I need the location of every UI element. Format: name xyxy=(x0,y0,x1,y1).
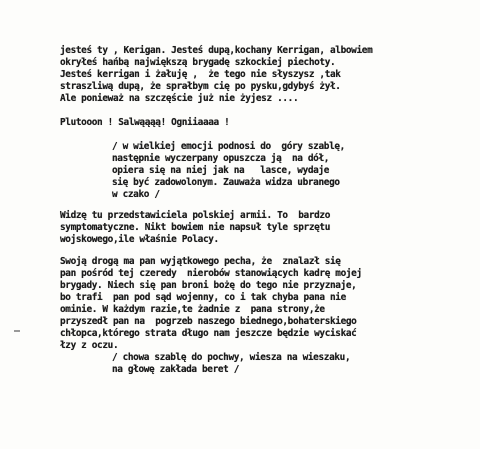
text-line-15: Widzę tu przedstawiciela polskiej armii. To bardzo xyxy=(60,210,331,221)
stage-direction-3: opiera się na niej jak na lasce, wydaje xyxy=(112,165,330,176)
stage-direction-1: / w wielkiej emocji podnosi do góry szablę, xyxy=(112,141,345,152)
text-line-25: chłopca,którego strata długo nam jeszcze będzie wyciskać xyxy=(60,328,357,339)
text-line-7: Plutooon ! Salwąąąą! Ogniiaaaa ! xyxy=(60,117,230,128)
margin-mark xyxy=(14,330,20,332)
stage-direction-6: / chowa szablę do pochwy, wiesza na wieszaku, xyxy=(112,352,351,363)
text-line-5: Ale ponieważ na szczęście już nie żyjesz .... xyxy=(60,93,299,104)
text-line-2: okryłeś hańbą największą brygadę szkockiej piechoty. xyxy=(60,57,336,68)
text-line-26: łzy z oczu. xyxy=(60,340,119,351)
stage-direction-5: w czako / xyxy=(112,189,160,200)
text-line-1: jesteś ty , Kerigan. Jesteś dupą,kochany Kerrigan, albowiem xyxy=(60,45,373,56)
text-line-22: bo trafi pan pod sąd wojenny, co i tak chyba pana nie xyxy=(60,292,346,303)
text-line-23: ominie. W każdym razie,te żadnie z pana strony,że xyxy=(60,304,325,315)
text-line-21: brygady. Niech się pan broni bożę do tego nie przyznaje, xyxy=(60,280,357,291)
stage-direction-2: następnie wyczerpany opuszcza ją na dół, xyxy=(112,153,330,164)
text-line-16: symptomatyczne. Nikt bowiem nie napsuł tyle sprzętu xyxy=(60,222,331,233)
text-line-19: Swoją drogą ma pan wyjątkowego pecha, że znalazł się xyxy=(60,256,341,267)
text-line-4: straszliwą dupą, że sprałbym cię po pysku,gdybyś żył. xyxy=(60,81,341,92)
stage-direction-7: na głowę zakłada beret / xyxy=(112,364,240,375)
stage-direction-4: się być zadowolonym. Zauważa widza ubranego xyxy=(112,177,340,188)
text-line-17: wojskowego,ile właśnie Polacy. xyxy=(60,234,219,245)
text-line-3: Jesteś kerrigan i żałuję , że tego nie słyszysz ,tak xyxy=(60,69,341,80)
text-line-20: pan pośród tej czeredy nierobów stanowiących kadrę mojej xyxy=(60,268,362,279)
text-line-24: przyszedł pan na pogrzeb naszego biednego,bohaterskiego xyxy=(60,316,357,327)
